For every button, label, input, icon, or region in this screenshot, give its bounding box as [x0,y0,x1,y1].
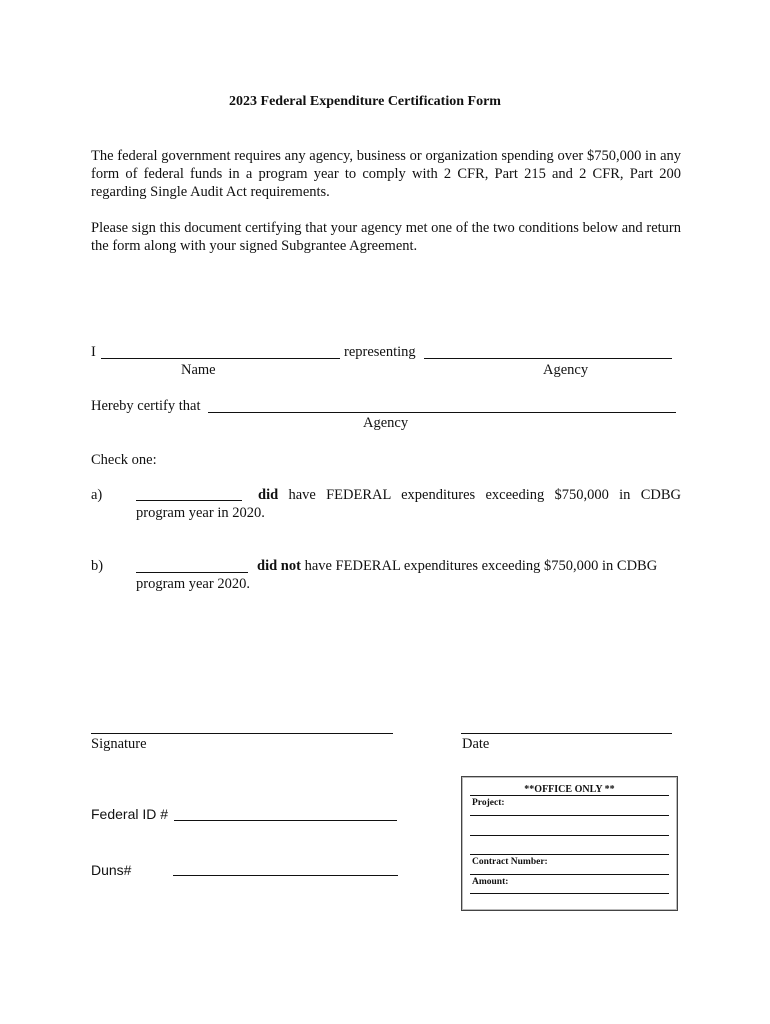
option-b-keyword: did not [257,558,301,574]
contract-number-label: Contract Number: [472,857,548,867]
amount-line[interactable] [470,893,669,894]
option-a-line2: program year in 2020. [136,505,265,521]
hereby-certify-label: Hereby certify that [91,398,201,414]
option-a-line1 [258,487,681,504]
project-line-2[interactable] [470,835,669,836]
office-only-box [461,776,678,911]
duns-line[interactable] [173,875,398,876]
amount-label: Amount: [472,877,509,887]
option-a-check-line[interactable] [136,500,242,501]
option-a-label: a) [91,487,103,503]
check-one-label: Check one: [91,452,157,468]
signature-caption: Signature [91,736,147,752]
project-label: Project: [472,798,505,808]
contract-number-line[interactable] [470,874,669,875]
form-title: 2023 Federal Expenditure Certification Form [229,94,501,109]
option-b-line1 [257,558,681,575]
office-header-line [470,795,669,796]
office-only-header: **OFFICE ONLY ** [524,784,615,795]
name-caption: Name [181,362,216,378]
duns-label: Duns# [91,862,132,878]
option-a-keyword: did [258,487,279,503]
representing-label: representing [344,344,416,360]
signature-line[interactable] [91,733,393,734]
certified-agency-line[interactable] [208,412,676,413]
project-line-1[interactable] [470,815,669,816]
option-a-text: have FEDERAL expenditures exceeding $750,000 in CDBG [278,487,681,503]
option-b-label: b) [91,558,104,574]
federal-id-label: Federal ID # [91,806,169,822]
agency-input-line[interactable] [424,358,672,359]
name-input-line[interactable] [101,358,340,359]
intro-paragraph: The federal government requires any agency, business or organization spending over $750,000 in any form of federal funds in a program year to comply with 2 CFR, Part 215 and 2 CFR, Part 200 regarding Single Audit Act requirements. [91,148,681,200]
date-line[interactable] [461,733,672,734]
option-b-text: have FEDERAL expenditures exceeding $750,000 in CDBG [300,558,658,574]
certify-i-label: I [91,344,96,360]
agency-caption: Agency [543,362,589,378]
agency-caption-2: Agency [363,415,409,431]
instruction-paragraph: Please sign this document certifying that your agency met one of the two conditions below and return the form along with your signed Subgrantee Agreement. [91,220,681,254]
date-caption: Date [462,736,490,752]
federal-id-line[interactable] [174,820,397,821]
option-b-check-line[interactable] [136,572,248,573]
project-line-3[interactable] [470,854,669,855]
option-b-line2: program year 2020. [136,576,250,592]
